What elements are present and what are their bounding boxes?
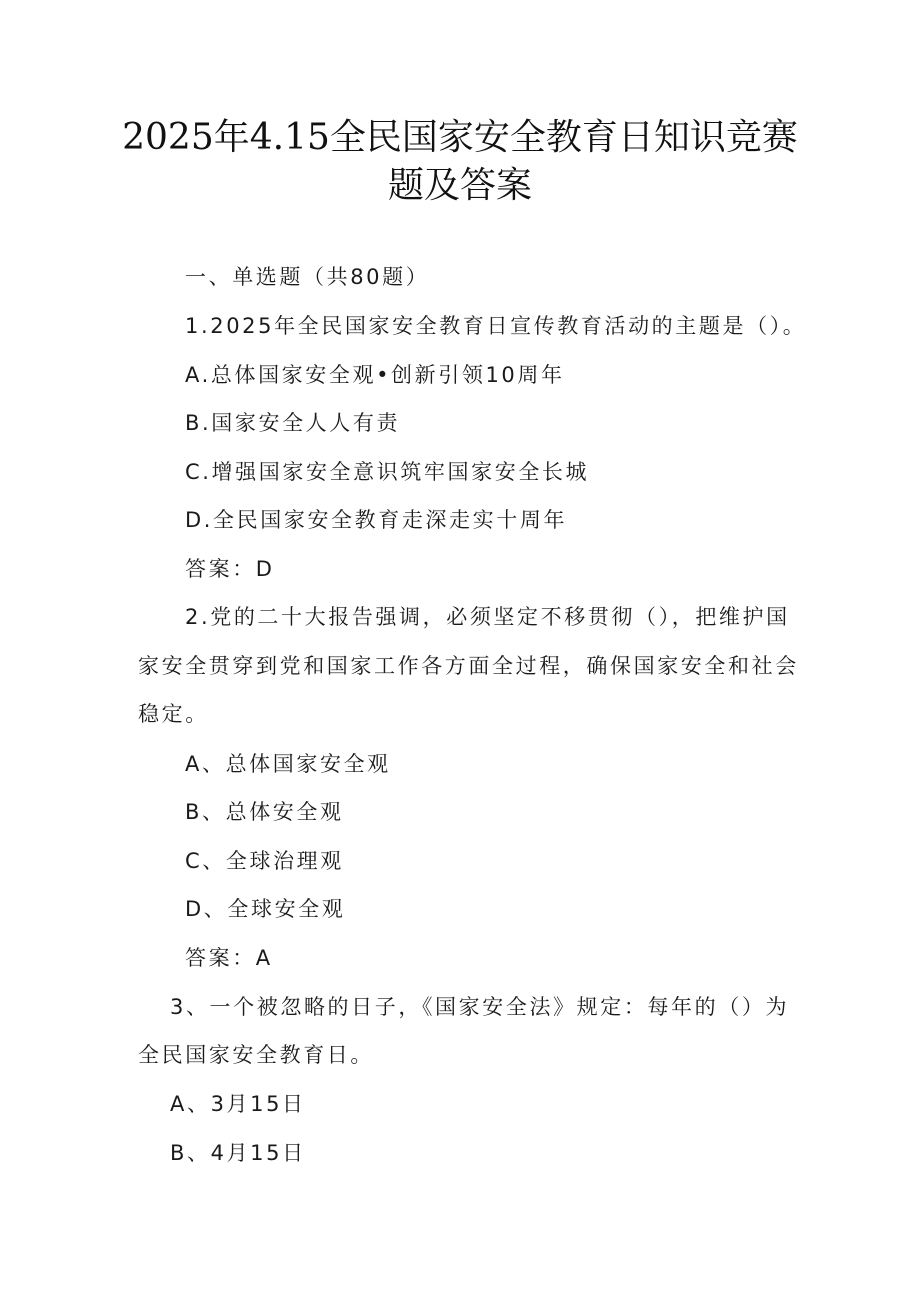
question-2-option-d: D、全球安全观 <box>185 897 346 921</box>
question-2-stem-line-1: 2.党的二十大报告强调，必须坚定不移贯彻（），把维护国 <box>185 605 790 629</box>
question-3-option-b: B、4月15日 <box>170 1141 306 1165</box>
question-2-option-b: B、总体安全观 <box>185 800 344 824</box>
question-1-answer: 答案：D <box>185 557 275 581</box>
question-1-option-d: D.全民国家安全教育走深走实十周年 <box>185 508 568 532</box>
question-3-option-a: A、3月15日 <box>170 1092 306 1116</box>
question-2-answer: 答案：A <box>185 946 273 970</box>
question-2-stem-line-3: 稳定。 <box>138 702 209 726</box>
document-title-line-2: 题及答案 <box>387 165 532 206</box>
question-1-stem: 1.2025年全民国家安全教育日宣传教育活动的主题是（）。 <box>185 314 807 338</box>
section-heading: 一、单选题（共80题） <box>185 265 430 289</box>
question-1-option-b: B.国家安全人人有责 <box>185 411 401 435</box>
question-1-option-a: A.总体国家安全观•创新引领10周年 <box>185 363 565 387</box>
document-title-line-1: 2025年4.15全民国家安全教育日知识竞赛 <box>122 117 798 158</box>
question-2-option-a: A、总体国家安全观 <box>185 752 391 776</box>
question-3-stem-line-1: 3、一个被忽略的日子，《国家安全法》规定：每年的（）为 <box>170 995 790 1019</box>
question-2-stem-line-2: 家安全贯穿到党和国家工作各方面全过程，确保国家安全和社会 <box>138 654 799 678</box>
question-2-option-c: C、全球治理观 <box>185 849 344 873</box>
question-1-option-c: C.增强国家安全意识筑牢国家安全长城 <box>185 460 590 484</box>
question-3-stem-line-2: 全民国家安全教育日。 <box>138 1043 374 1067</box>
